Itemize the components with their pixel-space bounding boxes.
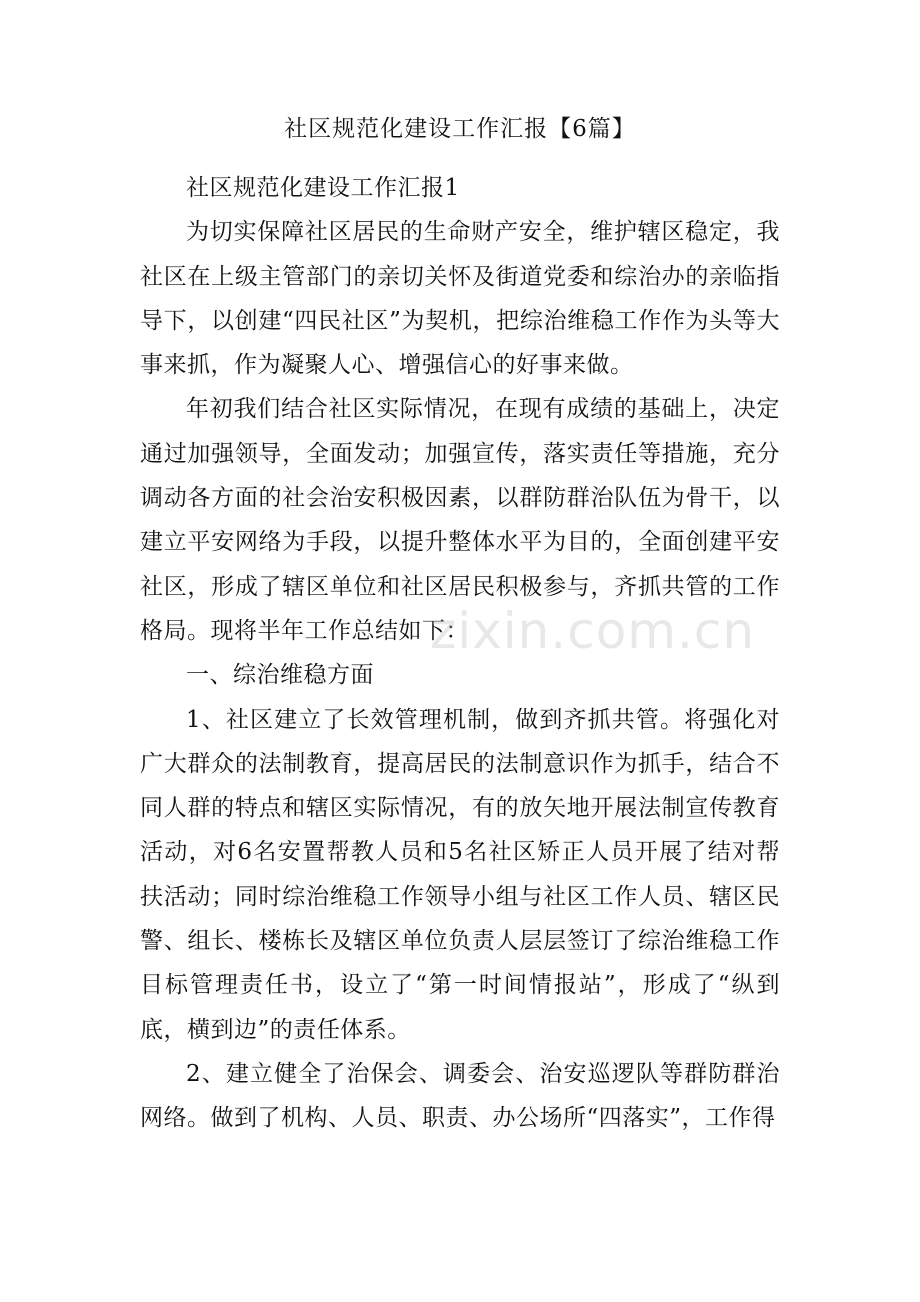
subsection-heading: 一、综治维稳方面: [186, 662, 374, 689]
paragraph-plan: 年初我们结合社区实际情况，在现有成绩的基础上，决定通过加强领导，全面发动；加强宣传，落实责任等措施，充分调动各方面的社会治安积极因素，以群防群治队伍为骨干，以建立平安网络为手段，以提升整体水平为目的，全面创建平安社区，形成了辖区单位和社区居民积极参与，齐抓共管的工作格局。现将半年工作总结如下：: [140, 396, 780, 644]
section-heading: 社区规范化建设工作汇报1: [186, 175, 460, 201]
paragraph-item-1: 1、社区建立了长效管理机制，做到齐抓共管。将强化对广大群众的法制教育，提高居民的法制意识作为抓手，结合不同人群的特点和辖区实际情况，有的放矢地开展法制宣传教育活动，对6名安置帮教人员和5名社区矫正人员开展了结对帮扶活动；同时综治维稳工作领导小组与社区工作人员、辖区民警、组长、楼栋长及辖区单位负责人层层签订了综治维稳工作目标管理责任书，设立了“第一时间情报站”，形成了“纵到底，横到边”的责任体系。: [140, 706, 780, 1043]
watermark-text: zixin.com.cn: [430, 602, 756, 660]
paragraph-intro: 为切实保障社区居民的生命财产安全，维护辖区稳定，我社区在上级主管部门的亲切关怀及街道党委和综治办的亲临指导下，以创建“四民社区”为契机，把综治维稳工作作为头等大事来抓，作为凝聚人心、增强信心的好事来做。: [140, 219, 780, 379]
paragraph-item-2: 2、建立健全了治保会、调委会、治安巡逻队等群防群治网络。做到了机构、人员、职责、办公场所“四落实”，工作得: [140, 1060, 780, 1132]
document-body: [140, 166, 780, 1141]
document-title: 社区规范化建设工作汇报【6篇】: [284, 116, 636, 142]
